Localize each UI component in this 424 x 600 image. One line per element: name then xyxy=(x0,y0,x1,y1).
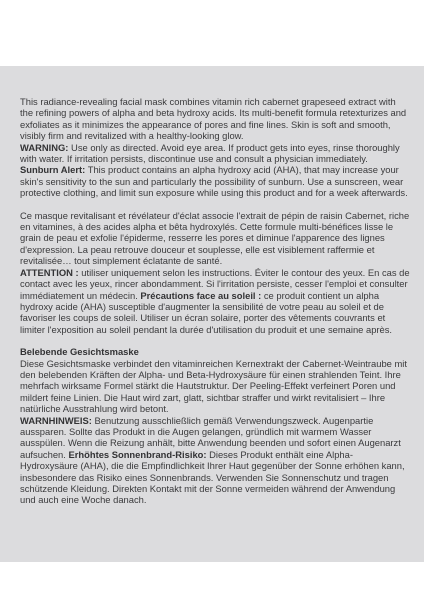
en-warning-label: WARNING: xyxy=(20,141,69,153)
de-warning-label: WARNHINWEIS: xyxy=(20,414,92,426)
fr-sun-label: Précautions face au soleil : xyxy=(140,289,262,301)
fr-warning xyxy=(20,267,410,335)
en-intro: This radiance-revealing facial mask combines vitamin rich cabernet grapeseed extract with the refining powers of alpha and beta hydroxy acids. Its multi-benefit formula retexturizes and exfoliates as it minimizes the appearance of pores and fine lines. Skin is soft and smooth, visibly firm and revitalized with a healthy-looking glow. xyxy=(20,96,407,142)
fr-warning-text: utiliser uniquement selon les instructions. Éviter le contour des yeux. En cas de contact avec les yeux, rincer abondamment. Si l'irritation persiste, cesser l'emploi et consulter immédiatement un médecin. xyxy=(20,266,410,301)
en-sunburn-label: Sunburn Alert: xyxy=(20,164,86,176)
section-gap xyxy=(20,335,410,346)
section-gap xyxy=(20,199,410,210)
en-warning xyxy=(20,142,410,165)
en-warning-text: Use only as directed. Avoid eye area. If product gets into eyes, rinse thoroughly with water. If irritation persists, discontinue use and consult a physician immediately. xyxy=(20,141,400,165)
de-warning-text: Benutzung ausschließlich gemäß Verwendungszweck. Augenpartie aussparen. Sollte das Produkt in die Augen gelangen, gründlich mit warmem Wasser ausspülen. Wenn die Reizung anhält, bitte Anwendung beenden und sofort einen Augenarzt aufsuchen. xyxy=(20,414,401,460)
fr-intro: Ce masque revitalisant et révélateur d'éclat associe l'extrait de pépin de raisin Cabernet, riche en vitamines, à des acides alpha et bêta hydroxylés. Cette formule multi-bénéfices lisse le grain de peau et exfolie l'épiderme, resserre les pores et diminue l'apparence des lignes d'expression. La peau retrouve douceur et souplesse, elle est visiblement raffermie et revitalisée… tout simplement éclatante de santé. xyxy=(20,209,410,267)
de-sunburn-label: Erhöhtes Sonnenbrand-Risiko: xyxy=(68,448,207,460)
product-label-text xyxy=(20,96,410,506)
de-heading: Belebende Gesichtsmaske xyxy=(20,346,139,358)
de-warning xyxy=(20,415,410,506)
en-sunburn-text: This product contains an alpha hydroxy acid (AHA), that may increase your skin's sensitivity to the sun and particularly the possibility of sunburn. Use a sunscreen, wear protective clothing, and limit sun exposure while using this product and for a week afterwards. xyxy=(20,164,408,199)
en-sunburn xyxy=(20,164,410,198)
fr-sun-text: ce produit contient un alpha hydroxy acide (AHA) susceptible d'augmenter la sensibilité de votre peau au soleil et de favoriser les coups de soleil. Utiliser un écran solaire, porter des vêtements couvrants et limiter l'exposition au soleil pendant la durée d'utilisation du produit et une semaine après. xyxy=(20,289,393,335)
de-intro: Diese Gesichtsmaske verbindet den vitaminreichen Kernextrakt der Cabernet-Weintraube mit den belebenden Kräften der Alpha- und Beta-Hydroxysäure für einen strahlenden Teint. Ihre mehrfach wirksame Formel stärkt die Hautstruktur. Der Peeling-Effekt verfeinert Poren und mildert feine Linien. Die Haut wird zart, glatt, sichtbar straffer und wirkt revitalisiert – Ihre natürliche Ausstrahlung wird betont. xyxy=(20,357,407,415)
top-margin xyxy=(0,0,424,66)
fr-warning-label: ATTENTION : xyxy=(20,266,79,278)
de-sunburn-text: Dieses Produkt enthält eine Alpha-Hydroxysäure (AHA), die die Empfindlichkeit Ihrer Haut gegenüber der Sonne erhöhen kann, insbesondere das Risiko eines Sonnenbrands. Verwenden Sie Sonnenschutz und tragen schützende Kleidung. Direkten Kontakt mit der Sonne vermeiden während der Anwendung und auch eine Woche danach. xyxy=(20,448,405,506)
